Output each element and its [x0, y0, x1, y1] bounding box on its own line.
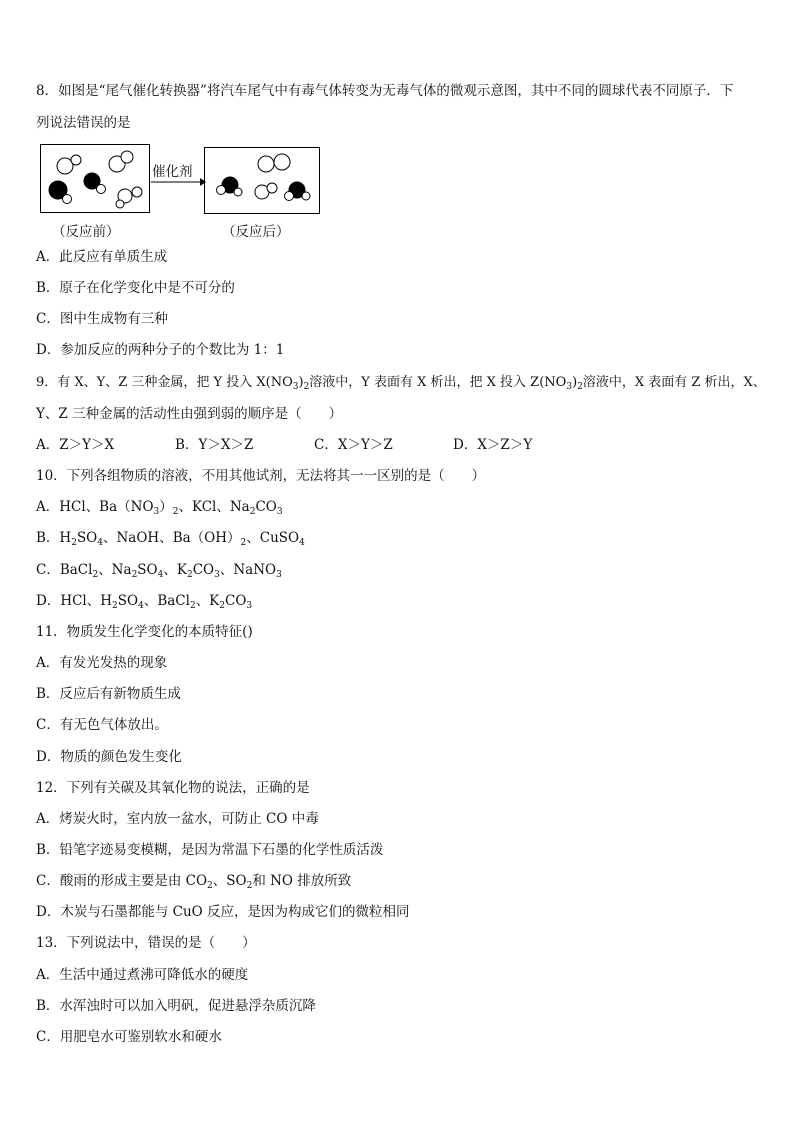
atom-white — [121, 151, 133, 163]
atom-white — [71, 155, 81, 165]
before-caption: （反应前） — [52, 224, 120, 240]
q12-option-d: D．木炭与石墨都能与 CuO 反应，是因为构成它们的微粒相同 — [36, 904, 410, 920]
atom-small — [285, 192, 294, 201]
atom-white — [258, 156, 274, 172]
q9-stem-line1: 9．有 X、Y、Z 三种金属，把 Y 投入 $X(NO_3)_2$溶液中，Y 表面有 X 析出，把 X 投入 $Z(NO_3)_2$溶液中，X 表面有 Z 析出，X、 — [36, 375, 766, 392]
atom-small — [63, 195, 72, 204]
q11-option-c: C．有无色气体放出。 — [36, 717, 168, 733]
q12-option-a: A．烤炭火时，室内放一盆水，可防止 CO 中毒 — [36, 811, 319, 827]
atom-small — [97, 185, 106, 194]
catalyst-label: 催化剂 — [152, 164, 193, 180]
q9-option-b: B．Y＞X＞Z — [175, 437, 254, 453]
atom-small — [234, 188, 242, 196]
q11-option-b: B．反应后有新物质生成 — [36, 686, 181, 702]
q13-option-c: C．用肥皂水可鉴别软水和硬水 — [36, 1029, 222, 1045]
q11-option-d: D．物质的颜色发生变化 — [36, 749, 182, 765]
atom-white — [267, 183, 277, 193]
q12-option-b: B．铅笔字迹易变模糊，是因为常温下石墨的化学性质活泼 — [36, 842, 384, 858]
q13-option-a: A．生活中通过煮沸可降低水的硬度 — [36, 967, 249, 983]
q10-option-c: C．BaCl$_2$、$Na_2SO_4$、$K_2CO_3$、NaNO$_3$ — [36, 562, 282, 580]
q8-option-b: B．原子在化学变化中是不可分的 — [36, 280, 235, 296]
arrow-head — [200, 178, 206, 186]
q9-stem-line2: Y、Z 三种金属的活动性由强到弱的顺序是（ ） — [36, 406, 343, 422]
q9-options — [36, 436, 532, 454]
q11-option-a: A．有发光发热的现象 — [36, 655, 168, 671]
q10-option-a: A．HCl、$Ba(NO_3)_2$、KCl、$Na_2CO_3$ — [36, 499, 283, 517]
q12-stem: 12．下列有关碳及其氧化物的说法，正确的是 — [36, 780, 310, 796]
atom-white — [132, 187, 142, 197]
atom-small — [302, 192, 310, 200]
atom-small — [116, 200, 124, 208]
q9-option-a: A．Z＞Y＞X — [36, 437, 115, 453]
atom-small — [217, 186, 226, 195]
q9-option-d: D．X＞Z＞Y — [453, 437, 533, 453]
q10-option-b: B．$H_2SO_4$、NaOH、$Ba(OH)_2$、CuSO$_4$ — [36, 530, 305, 548]
q9-option-c: C．X＞Y＞Z — [314, 437, 393, 453]
q8-option-a: A．此反应有单质生成 — [36, 249, 168, 265]
atom-white — [274, 154, 290, 170]
q11-stem: 11．物质发生化学变化的本质特征() — [36, 624, 253, 640]
q12-option-c: C．酸雨的形成主要是由 $CO_2$、$SO_2$和 NO 排放所致 — [36, 873, 352, 891]
q10-option-d: D．HCl、$H_2SO_4$、BaCl$_2$、$K_2CO_3$ — [36, 593, 253, 611]
q13-stem: 13．下列说法中，错误的是（ ） — [36, 935, 256, 951]
q10-stem: 10．下列各组物质的溶液，不用其他试剂，无法将其一一区别的是（ ） — [36, 468, 486, 484]
q13-option-b: B．水浑浊时可以加入明矾，促进悬浮杂质沉降 — [36, 998, 316, 1014]
q8-option-d: D．参加反应的两种分子的个数比为 1：1 — [36, 342, 285, 358]
after-caption: （反应后） — [222, 224, 290, 240]
q8-stem-line1: 8．如图是“尾气催化转换器”将汽车尾气中有毒气体转变为无毒气体的微观示意图，其中不同的圆球代表不同原子．下 — [36, 83, 734, 99]
q8-stem-line2: 列说法错误的是 — [36, 115, 131, 131]
q8-option-c: C．图中生成物有三种 — [36, 311, 168, 327]
